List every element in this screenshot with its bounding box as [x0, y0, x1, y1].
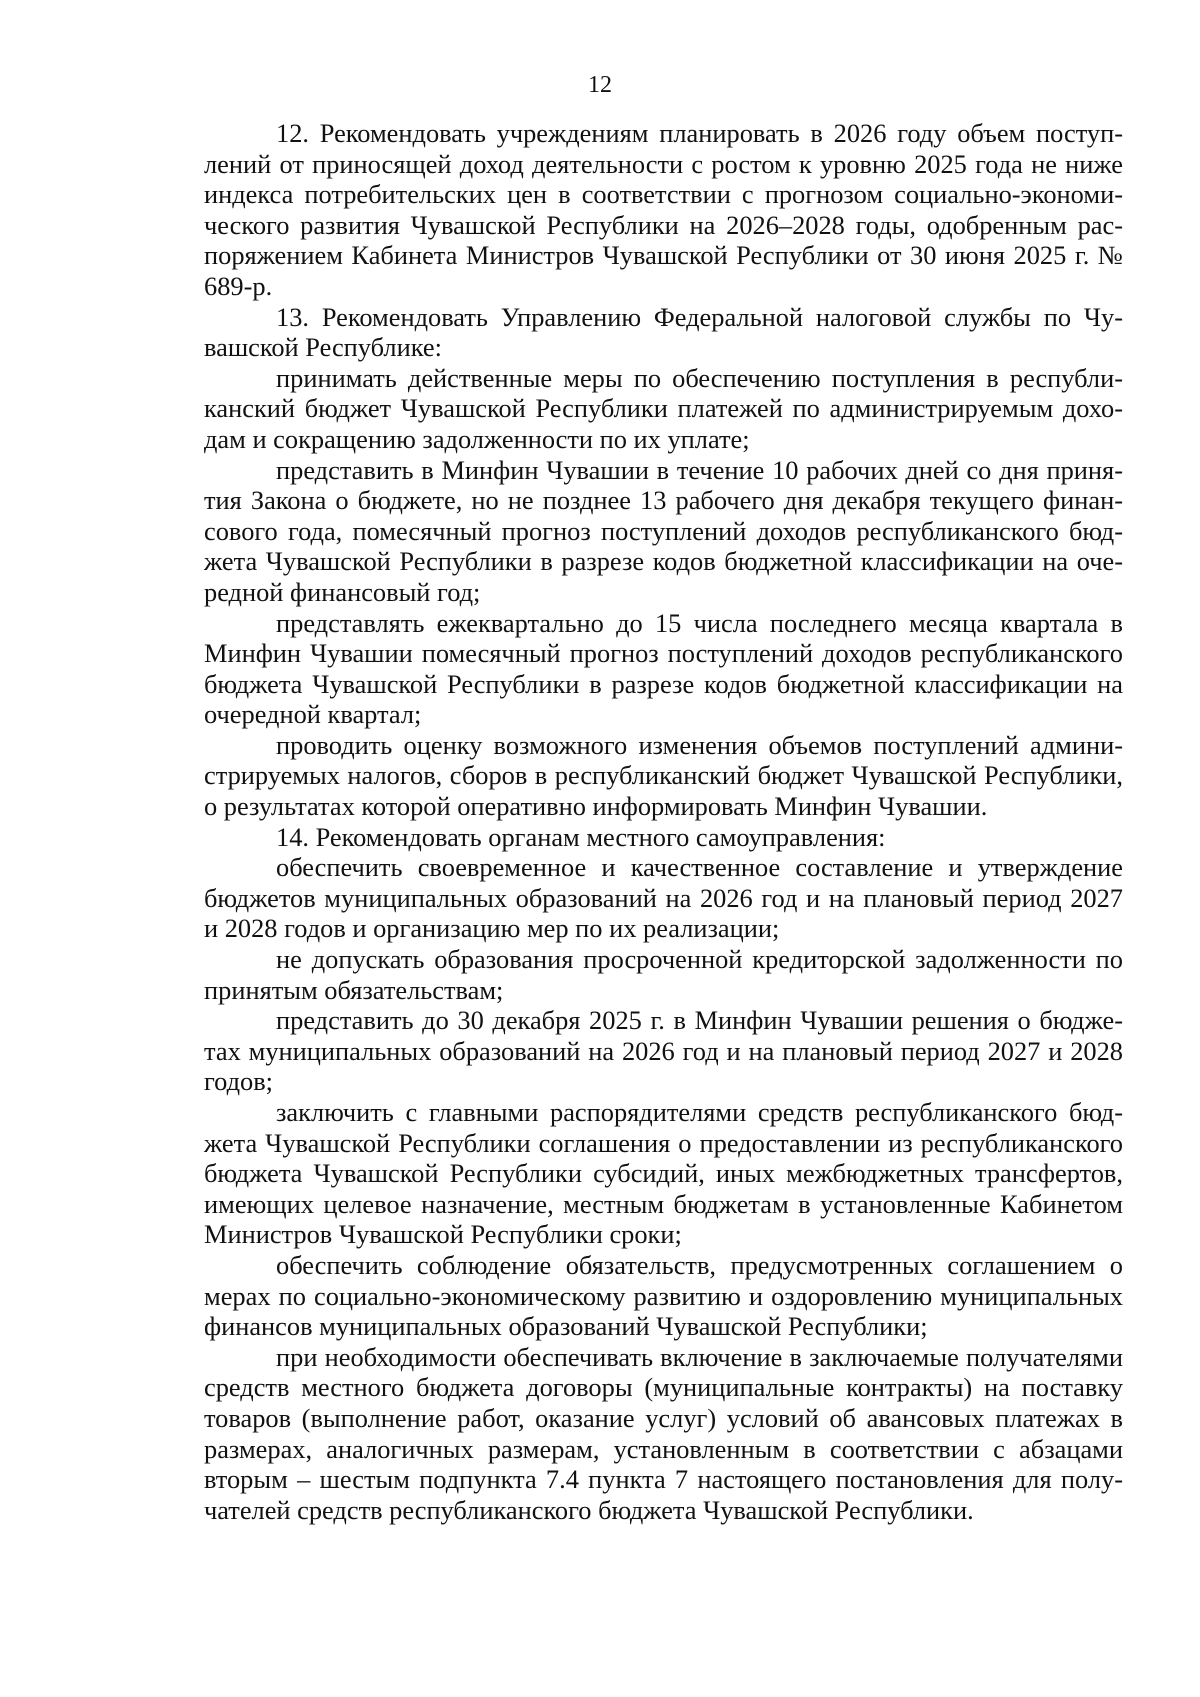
paragraph-14-no-overdue-debt: не допускать образования просроченной кредиторской задолженности по принятым обязательствам;	[204, 944, 1123, 1005]
paragraph-12-recommendation: 12. Рекомендовать учреждениям планировать в 2026 году объем поступлений от приносящей доход деятельности с ростом к уровню 2025 года не ниже индекса потребительских цен в соответствии с прогнозом социально-экономического развития Чувашской Республики на 2026–2028 годы, одобренным распоряжением Кабинета Министров Чувашской Республики от 30 июня 2025 г. № 689-р.	[204, 118, 1123, 301]
paragraph-13-quarterly-forecast: представлять ежеквартально до 15 числа последнего месяца квартала в Минфин Чувашии помесячный прогноз поступлений доходов республиканского бюджета Чувашской Республики в разрезе кодов бюджетной классификации на очередной квартал;	[204, 607, 1123, 730]
paragraph-14-recommendation: 14. Рекомендовать органам местного самоуправления:	[276, 821, 886, 852]
paragraph-14-agreements: заключить с главными распорядителями средств республиканского бюджета Чувашской Республики соглашения о предоставлении из республиканского бюджета Чувашской Республики субсидий, иных межбюджетных трансфертов, имеющих целевое назначение, местным бюджетам в установленные Кабинетом Министров Чувашской Республики сроки;	[204, 1097, 1123, 1250]
paragraph-13-recommendation: 13. Рекомендовать Управлению Федеральной налоговой службы по Чувашской Республике:	[204, 301, 1123, 363]
paragraph-13-measures: принимать действенные меры по обеспечению поступления в республиканский бюджет Чувашской Республики платежей по администрируемым доходам и сокращению задолженности по их уплате;	[204, 362, 1123, 454]
page-number: 12	[588, 72, 612, 98]
document-body	[204, 118, 1123, 1525]
paragraph-14-submit-decisions: представить до 30 декабря 2025 г. в Минфин Чувашии решения о бюджетах муниципальных образований на 2026 год и на плановый период 2027 и 2028 годов;	[204, 1005, 1123, 1097]
paragraph-14-advance-payments: при необходимости обеспечивать включение в заключаемые получателями средств местного бюджета договоры (муниципальные контракты) на поставку товаров (выполнение работ, оказание услуг) условий об авансовых платежах в размерах, аналогичных размерам, установленным в соответствии с абзацами вторым – шестым подпункта 7.4 пункта 7 настоящего постановления для получателей средств республиканского бюджета Чувашской Республики.	[204, 1341, 1123, 1525]
paragraph-13-assessment: проводить оценку возможного изменения объемов поступлений администрируемых налогов, сборов в республиканский бюджет Чувашской Республики, о результатах которой оперативно информировать Минфин Чувашии.	[204, 729, 1123, 822]
paragraph-14-budget-preparation: обеспечить своевременное и качественное составление и утверждение бюджетов муниципальных образований на 2026 год и на плановый период 2027 и 2028 годов и организацию мер по их реализации;	[204, 852, 1123, 944]
paragraph-13-monthly-forecast: представить в Минфин Чувашии в течение 10 рабочих дней со дня принятия Закона о бюджете, но не позднее 13 рабочего дня декабря текущего финансового года, помесячный прогноз поступлений доходов республиканского бюджета Чувашской Республики в разрезе кодов бюджетной классификации на очередной финансовый год;	[204, 454, 1123, 607]
paragraph-14-obligations: обеспечить соблюдение обязательств, предусмотренных соглашением о мерах по социально-экономическому развитию и оздоровлению муниципальных финансов муниципальных образований Чувашской Республики;	[204, 1249, 1123, 1342]
